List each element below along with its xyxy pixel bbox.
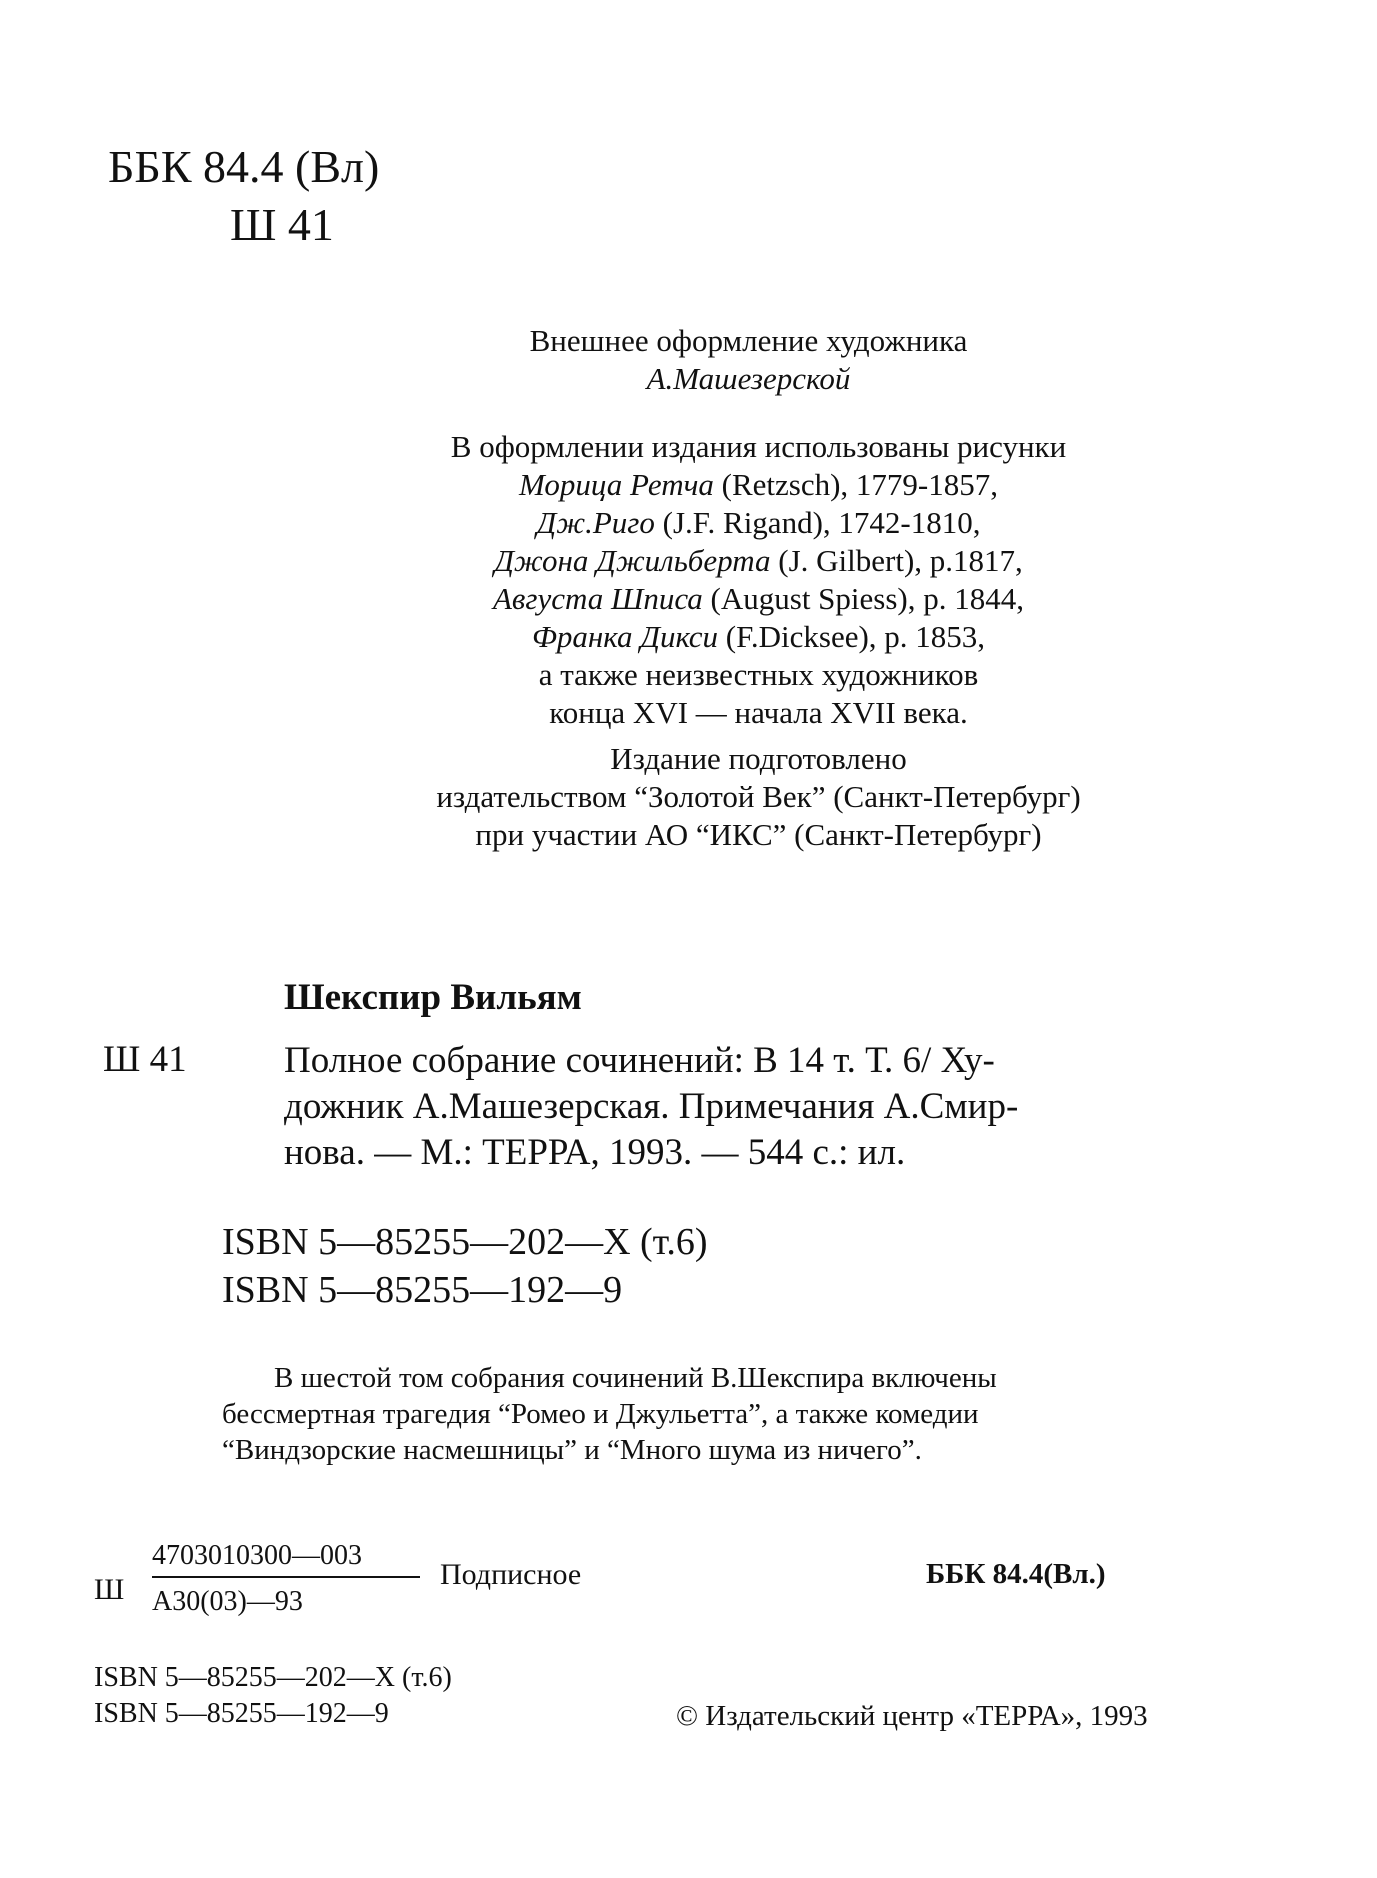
- isbn-footer-volume: ISBN 5—85255—202—X (т.6): [94, 1662, 452, 1693]
- annotation: [222, 1360, 997, 1468]
- illustration-credits: [0, 428, 1377, 732]
- author-heading: Шекспир Вильям: [284, 977, 582, 1018]
- illustrator-name: Августа Шписа: [492, 581, 703, 616]
- imprint-numerator: 4703010300—003: [152, 1540, 362, 1571]
- catalog-code: Ш 41: [103, 1039, 187, 1080]
- illustrator-line: [0, 580, 1377, 618]
- description-line: дожник А.Машезерская. Примечания А.Смир-: [284, 1086, 1019, 1127]
- isbn-footer-set: ISBN 5—85255—192—9: [94, 1698, 389, 1729]
- unknown-artists-line: а также неизвестных художников: [538, 657, 979, 692]
- illustrator-name: Дж.Риго: [536, 505, 655, 540]
- fraction-divider: [152, 1576, 420, 1578]
- illustrator-detail: (Retzsch), 1779-1857,: [713, 467, 998, 502]
- design-artist-name: А.Машезерской: [646, 361, 851, 396]
- bibliographic-description: [284, 1038, 1164, 1176]
- publisher-line-1: Издание подготовлено: [610, 741, 907, 776]
- unknown-artists-period: конца XVI — начала XVII века.: [549, 695, 968, 730]
- publisher-line-3: при участии АО “ИКС” (Санкт-Петербург): [475, 817, 1042, 852]
- illustrator-line: [0, 504, 1377, 542]
- illustrator-detail: (J. Gilbert), р.1817,: [770, 543, 1023, 578]
- description-line: нова. — М.: ТЕРРА, 1993. — 544 с.: ил.: [284, 1132, 906, 1173]
- illustrator-detail: (F.Dicksee), р. 1853,: [718, 619, 986, 654]
- copyright-notice: © Издательский центр «ТЕРРА», 1993: [676, 1700, 1148, 1732]
- imprint-letter: Ш: [94, 1573, 125, 1606]
- author-mark: Ш 41: [230, 199, 334, 250]
- illustrator-line: [0, 542, 1377, 580]
- annotation-line: бессмертная трагедия “Ромео и Джульетта”, а также комедии: [222, 1398, 979, 1430]
- publisher-line-2: издательством “Золотой Век” (Санкт-Петербург): [436, 779, 1081, 814]
- isbn-footer: [94, 1660, 452, 1732]
- cover-design-credit: [0, 322, 1377, 398]
- illustrator-line: [0, 466, 1377, 504]
- bbk-code: ББК 84.4 (Вл): [108, 141, 380, 192]
- subscription-label: Подписное: [440, 1558, 582, 1591]
- description-line: Полное собрание сочинений: В 14 т. Т. 6/ Ху-: [284, 1040, 995, 1081]
- illustrator-name: Джона Джильберта: [494, 543, 771, 578]
- isbn-volume: ISBN 5—85255—202—X (т.6): [222, 1221, 708, 1263]
- annotation-line: “Виндзорские насмешницы” и “Много шума из ничего”.: [222, 1434, 922, 1466]
- bbk-classification-top: [108, 138, 379, 254]
- illustrations-intro: В оформлении издания использованы рисунки: [450, 429, 1067, 464]
- annotation-line: В шестой том собрания сочинений В.Шекспира включены: [274, 1362, 997, 1394]
- design-credit-label: Внешнее оформление художника: [529, 323, 968, 358]
- publisher-credit: [0, 740, 1377, 854]
- illustrator-detail: (August Spiess), р. 1844,: [702, 581, 1024, 616]
- illustrator-line: [0, 618, 1377, 656]
- bbk-classification-bottom: ББК 84.4(Вл.): [926, 1558, 1106, 1590]
- illustrator-name: Франка Дикси: [531, 619, 719, 654]
- imprint-denominator: А30(03)—93: [152, 1586, 303, 1617]
- isbn-block: [222, 1218, 708, 1314]
- illustrator-name: Морица Ретча: [519, 467, 714, 502]
- illustrator-detail: (J.F. Rigand), 1742-1810,: [654, 505, 981, 540]
- isbn-set: ISBN 5—85255—192—9: [222, 1269, 623, 1311]
